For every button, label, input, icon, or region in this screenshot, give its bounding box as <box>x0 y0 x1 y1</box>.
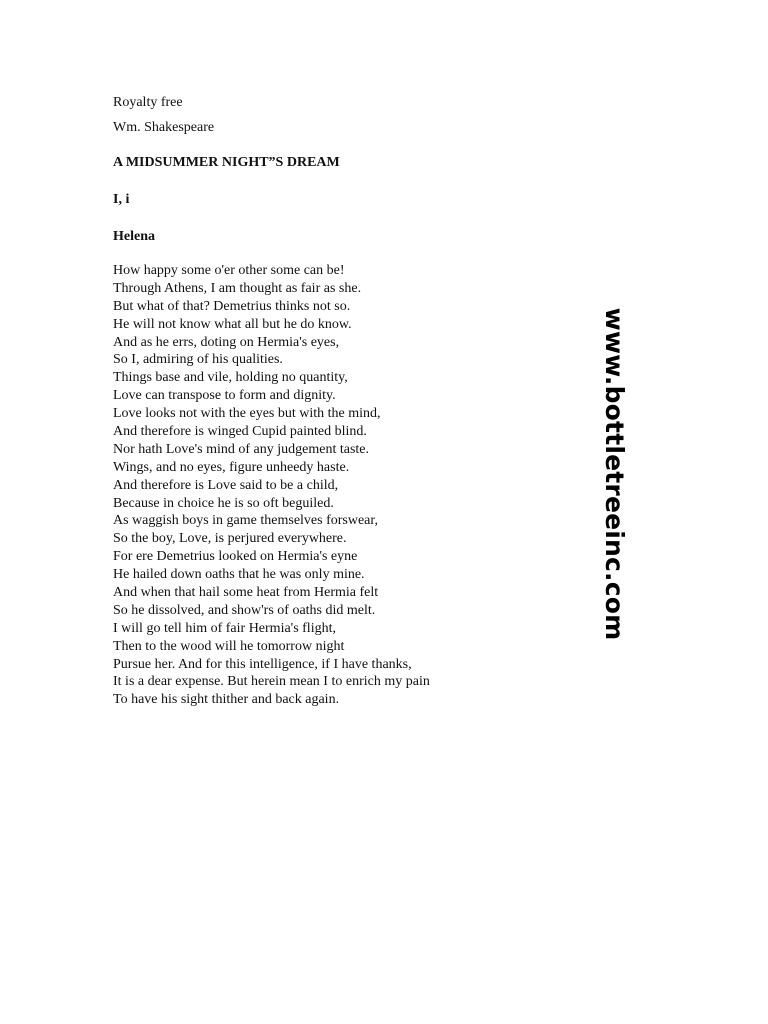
verse-line: Then to the wood will he tomorrow night <box>113 638 345 654</box>
verse-line: Things base and vile, holding no quantity, <box>113 370 348 386</box>
verse-line: Love can transpose to form and dignity. <box>113 388 336 404</box>
verse-line: Because in choice he is so oft beguiled. <box>113 495 334 511</box>
verse-line: But what of that? Demetrius thinks not so. <box>113 298 351 314</box>
verse-line: Pursue her. And for this intelligence, if I have thanks, <box>113 656 412 672</box>
watermark-text: www.bottletreeinc.com <box>600 307 629 641</box>
verse-line: Through Athens, I am thought as fair as she. <box>113 280 362 296</box>
verse-line: And when that hail some heat from Hermia felt <box>113 585 379 601</box>
verse-block <box>113 262 430 709</box>
verse-line: He will not know what all but he do know. <box>113 316 352 332</box>
verse-line: For ere Demetrius looked on Hermia's eyne <box>113 549 358 565</box>
license-note: Royalty free <box>113 95 183 110</box>
verse-line: So I, admiring of his qualities. <box>113 352 283 368</box>
verse-line: So the boy, Love, is perjured everywhere. <box>113 531 347 547</box>
verse-line: Wings, and no eyes, figure unheedy haste. <box>113 459 350 475</box>
verse-line: It is a dear expense. But herein mean I to enrich my pain <box>113 674 430 690</box>
verse-line: To have his sight thither and back again. <box>113 692 340 708</box>
watermark <box>598 304 630 644</box>
author-line: Wm. Shakespeare <box>113 120 215 135</box>
verse-line: And as he errs, doting on Hermia's eyes, <box>113 334 340 350</box>
verse-line: So he dissolved, and show'rs of oaths did melt. <box>113 602 376 618</box>
act-scene-heading: I, i <box>113 192 130 207</box>
verse-line: As waggish boys in game themselves forswear, <box>113 513 378 529</box>
play-title: A MIDSUMMER NIGHT”S DREAM <box>113 155 340 170</box>
verse-line: And therefore is winged Cupid painted blind. <box>113 424 367 440</box>
speaker-heading: Helena <box>113 229 155 244</box>
verse-line: Love looks not with the eyes but with the mind, <box>113 406 381 422</box>
verse-line: I will go tell him of fair Hermia's flight, <box>113 620 336 636</box>
verse-line: And therefore is Love said to be a child, <box>113 477 339 493</box>
verse-line: Nor hath Love's mind of any judgement taste. <box>113 441 370 457</box>
verse-line: He hailed down oaths that he was only mine. <box>113 567 365 583</box>
verse-line: How happy some o'er other some can be! <box>113 263 345 278</box>
